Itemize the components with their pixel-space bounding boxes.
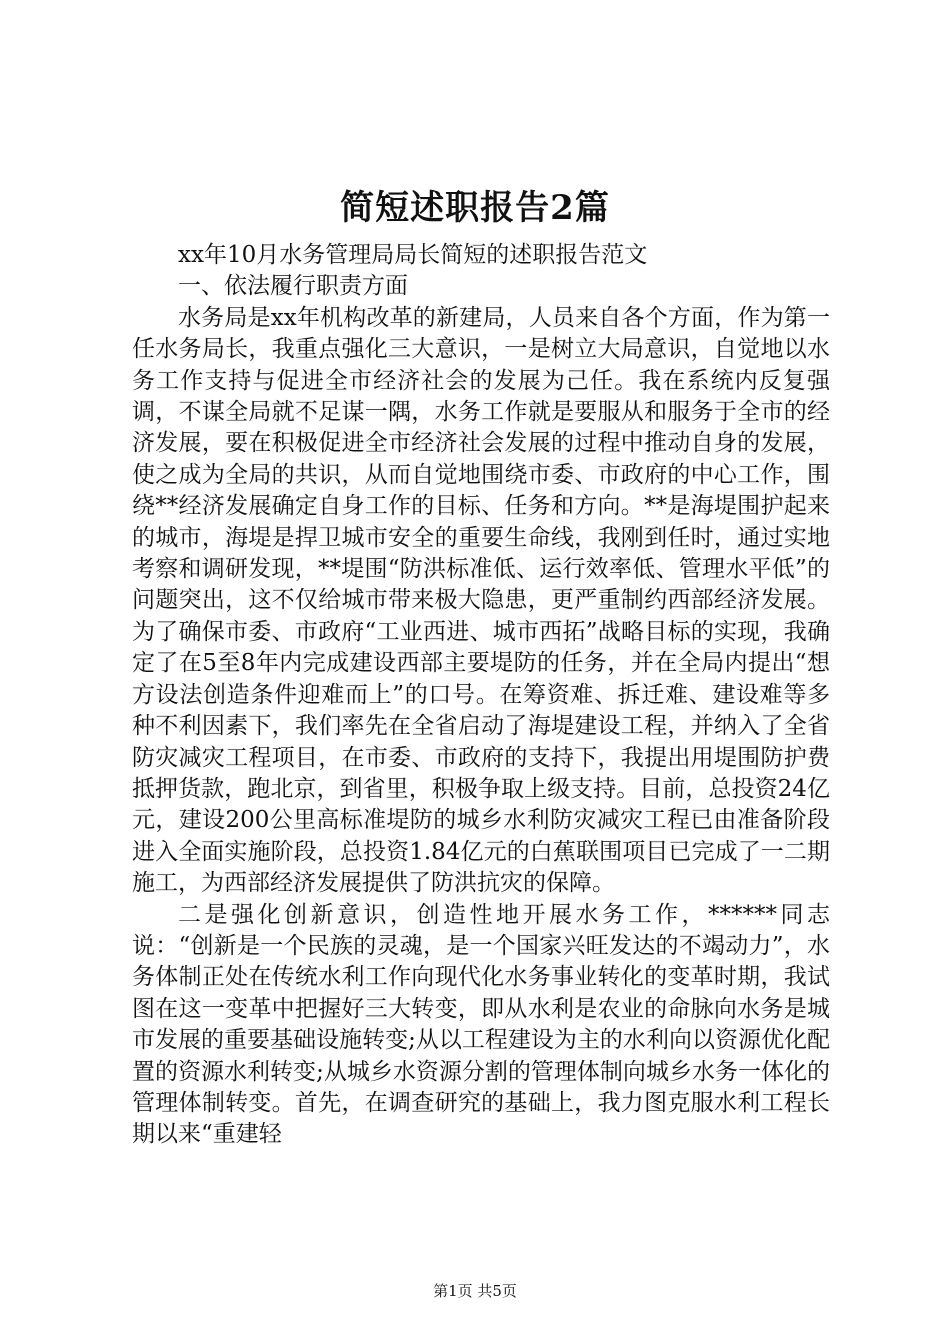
body-paragraph: 水务局是xx年机构改革的新建局，人员来自各个方面，作为第一任水务局长，我重点强化三大意识，一是树立大局意识，自觉地以水务工作支持与促进全市经济社会的发展为己任。我在系统内反复强调，不谋全局就不足谋一隅，水务工作就是要服从和服务于全市的经济发展，要在积极促进全市经济社会发展的过程中推动自身的发展，使之成为全局的共识，从而自觉地围绕市委、市政府的中心工作，围绕**经济发展确定自身工作的目标、任务和方向。**是海堤围护起来的城市，海堤是捍卫城市安全的重要生命线，我刚到任时，通过实地考察和调研发现，**堤围“防洪标准低、运行效率低、管理水平低”的问题突出，这不仅给城市带来极大隐患，更严重制约西部经济发展。为了确保市委、市政府“工业西进、城市西拓”战略目标的实现，我确定了在5至8年内完成建设西部主要堤防的任务，并在全局内提出“想方设法创造条件迎难而上”的口号。在筹资难、拆迁难、建设难等多种不利因素下，我们率先在全省启动了海堤建设工程，并纳入了全省防灾减灾工程项目，在市委、市政府的支持下，我提出用堤围防护费抵押货款，跑北京，到省里，积极争取上级支持。目前，总投资24亿元，建设200公里高标准堤防的城乡水利防灾减灾工程已由准备阶段进入全面实施阶段，总投资1.84亿元的白蕉联围项目已完成了一二期施工，为西部经济发展提供了防洪抗灾的保障。 — [132, 304, 830, 897]
subtitle-paragraph: xx年10月水务管理局局长简短的述职报告范文 — [178, 242, 648, 268]
section-heading: 一、依法履行职责方面 — [178, 273, 408, 300]
document-body — [132, 240, 830, 1151]
page-footer: 第1页 共5页 — [433, 1282, 517, 1300]
document-title: 简短述职报告2篇 — [340, 188, 610, 228]
body-paragraph: 二是强化创新意识，创造性地开展水务工作，******同志说：“创新是一个民族的灵魂，是一个国家兴旺发达的不竭动力”，水务体制正处在传统水利工作向现代化水务事业转化的变革时期，我试图在这一变革中把握好三大转变，即从水利是农业的命脉向水务是城市发展的重要基础设施转变;从以工程建设为主的水利向以资源优化配置的资源水利转变;从城乡水资源分割的管理体制向城乡水务一体化的管理体制转变。首先，在调查研究的基础上，我力图克服水利工程长期以来“重建轻 — [132, 901, 830, 1148]
